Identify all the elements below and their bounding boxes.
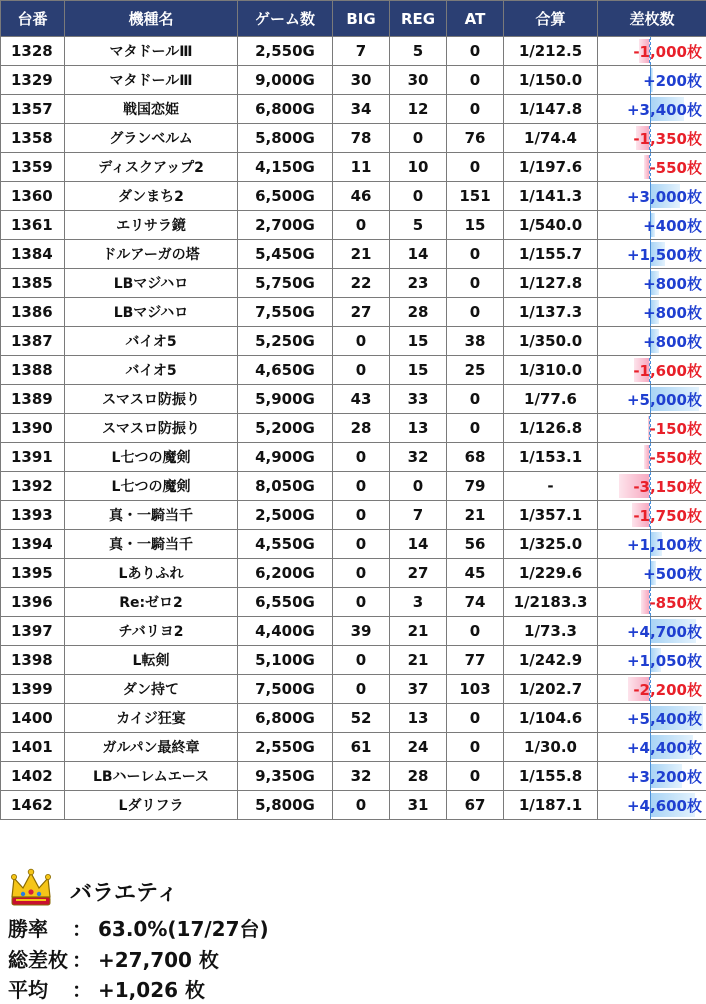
cell-diff xyxy=(598,617,706,646)
cell-model: Re:ゼロ2 xyxy=(65,588,238,617)
cell-reg: 31 xyxy=(390,791,447,820)
cell-unit: 1389 xyxy=(1,385,65,414)
diff-value: +400枚 xyxy=(643,217,702,235)
table-body xyxy=(1,37,706,820)
table-row xyxy=(1,240,706,269)
cell-reg: 12 xyxy=(390,95,447,124)
cell-model: マタドールⅢ xyxy=(65,66,238,95)
win-rate-separator: ： xyxy=(72,913,98,942)
cell-unit: 1329 xyxy=(1,66,65,95)
diff-value: +4,700枚 xyxy=(627,623,702,641)
cell-at: 0 xyxy=(447,269,504,298)
total-diff-value: +27,700 枚 xyxy=(98,948,219,972)
cell-at: 151 xyxy=(447,182,504,211)
cell-big: 0 xyxy=(333,472,390,501)
cell-unit: 1386 xyxy=(1,298,65,327)
summary-section xyxy=(0,858,706,1003)
cell-model: Lダリフラ xyxy=(65,791,238,820)
cell-unit: 1384 xyxy=(1,240,65,269)
cell-at: 0 xyxy=(447,66,504,95)
cell-unit: 1397 xyxy=(1,617,65,646)
cell-model: ダンまち2 xyxy=(65,182,238,211)
diff-value: +800枚 xyxy=(643,275,702,293)
average-separator: ： xyxy=(72,974,98,1003)
header-diff: 差枚数 xyxy=(598,1,706,37)
cell-at: 0 xyxy=(447,240,504,269)
cell-model: L七つの魔剣 xyxy=(65,472,238,501)
cell-unit: 1392 xyxy=(1,472,65,501)
cell-big: 43 xyxy=(333,385,390,414)
cell-at: 76 xyxy=(447,124,504,153)
cell-reg: 13 xyxy=(390,704,447,733)
diff-value: +500枚 xyxy=(643,565,702,583)
cell-model: カイジ狂宴 xyxy=(65,704,238,733)
diff-value: -550枚 xyxy=(649,159,702,177)
average-value: +1,026 枚 xyxy=(98,978,205,1002)
win-rate-label: 勝率 xyxy=(8,913,72,942)
cell-unit: 1390 xyxy=(1,414,65,443)
cell-combined: 1/197.6 xyxy=(504,153,598,182)
cell-big: 28 xyxy=(333,414,390,443)
cell-games: 6,550G xyxy=(238,588,333,617)
cell-games: 5,900G xyxy=(238,385,333,414)
cell-games: 9,000G xyxy=(238,66,333,95)
cell-unit: 1401 xyxy=(1,733,65,762)
cell-diff xyxy=(598,153,706,182)
header-games: ゲーム数 xyxy=(238,1,333,37)
cell-big: 21 xyxy=(333,240,390,269)
diff-value: -1,000枚 xyxy=(633,43,702,61)
cell-unit: 1393 xyxy=(1,501,65,530)
cell-at: 0 xyxy=(447,733,504,762)
cell-combined: 1/104.6 xyxy=(504,704,598,733)
table-row xyxy=(1,472,706,501)
cell-combined: 1/30.0 xyxy=(504,733,598,762)
header-at: AT xyxy=(447,1,504,37)
cell-games: 6,800G xyxy=(238,95,333,124)
cell-games: 6,200G xyxy=(238,559,333,588)
cell-reg: 37 xyxy=(390,675,447,704)
cell-at: 0 xyxy=(447,414,504,443)
table-row xyxy=(1,153,706,182)
cell-combined: 1/155.8 xyxy=(504,762,598,791)
table-row xyxy=(1,298,706,327)
diff-value: -1,600枚 xyxy=(633,362,702,380)
cell-big: 46 xyxy=(333,182,390,211)
cell-at: 0 xyxy=(447,704,504,733)
cell-games: 2,550G xyxy=(238,37,333,66)
cell-at: 0 xyxy=(447,37,504,66)
cell-diff xyxy=(598,66,706,95)
cell-at: 38 xyxy=(447,327,504,356)
header-row xyxy=(1,1,706,37)
table-row xyxy=(1,211,706,240)
cell-combined: 1/229.6 xyxy=(504,559,598,588)
cell-reg: 0 xyxy=(390,124,447,153)
cell-model: チバリヨ2 xyxy=(65,617,238,646)
table-row xyxy=(1,356,706,385)
total-diff-row xyxy=(8,944,219,974)
cell-unit: 1357 xyxy=(1,95,65,124)
cell-diff xyxy=(598,182,706,211)
cell-model: バイオ5 xyxy=(65,327,238,356)
cell-model: 戦国恋姫 xyxy=(65,95,238,124)
cell-unit: 1358 xyxy=(1,124,65,153)
cell-big: 32 xyxy=(333,762,390,791)
diff-value: +1,500枚 xyxy=(627,246,702,264)
cell-reg: 3 xyxy=(390,588,447,617)
table-row xyxy=(1,675,706,704)
cell-combined: 1/212.5 xyxy=(504,37,598,66)
cell-reg: 28 xyxy=(390,762,447,791)
total-diff-separator: ： xyxy=(72,944,98,973)
cell-games: 5,800G xyxy=(238,791,333,820)
cell-combined: 1/74.4 xyxy=(504,124,598,153)
cell-reg: 15 xyxy=(390,327,447,356)
table-row xyxy=(1,559,706,588)
diff-value: +1,050枚 xyxy=(627,652,702,670)
cell-combined: 1/155.7 xyxy=(504,240,598,269)
cell-big: 0 xyxy=(333,675,390,704)
cell-unit: 1398 xyxy=(1,646,65,675)
cell-combined: 1/147.8 xyxy=(504,95,598,124)
cell-reg: 0 xyxy=(390,182,447,211)
cell-diff xyxy=(598,385,706,414)
cell-model: マタドールⅢ xyxy=(65,37,238,66)
cell-combined: 1/357.1 xyxy=(504,501,598,530)
cell-big: 0 xyxy=(333,646,390,675)
cell-unit: 1400 xyxy=(1,704,65,733)
table-row xyxy=(1,443,706,472)
cell-games: 4,900G xyxy=(238,443,333,472)
diff-value: -550枚 xyxy=(649,449,702,467)
cell-reg: 32 xyxy=(390,443,447,472)
cell-diff xyxy=(598,443,706,472)
header-big: BIG xyxy=(333,1,390,37)
cell-at: 0 xyxy=(447,153,504,182)
cell-combined: 1/187.1 xyxy=(504,791,598,820)
diff-value: -2,200枚 xyxy=(633,681,702,699)
cell-diff xyxy=(598,414,706,443)
cell-at: 56 xyxy=(447,530,504,559)
cell-unit: 1360 xyxy=(1,182,65,211)
cell-at: 103 xyxy=(447,675,504,704)
cell-games: 9,350G xyxy=(238,762,333,791)
cell-reg: 14 xyxy=(390,240,447,269)
cell-big: 0 xyxy=(333,211,390,240)
diff-value: -850枚 xyxy=(649,594,702,612)
header-unit: 台番 xyxy=(1,1,65,37)
diff-value: +200枚 xyxy=(643,72,702,90)
cell-diff xyxy=(598,559,706,588)
cell-reg: 5 xyxy=(390,37,447,66)
table-row xyxy=(1,530,706,559)
cell-unit: 1359 xyxy=(1,153,65,182)
cell-reg: 28 xyxy=(390,298,447,327)
cell-reg: 13 xyxy=(390,414,447,443)
cell-diff xyxy=(598,733,706,762)
cell-reg: 21 xyxy=(390,617,447,646)
cell-model: スマスロ防振り xyxy=(65,414,238,443)
cell-at: 25 xyxy=(447,356,504,385)
cell-games: 4,650G xyxy=(238,356,333,385)
average-row xyxy=(8,974,205,1004)
header-combined: 合算 xyxy=(504,1,598,37)
table-row xyxy=(1,269,706,298)
cell-big: 11 xyxy=(333,153,390,182)
cell-big: 0 xyxy=(333,530,390,559)
cell-at: 0 xyxy=(447,95,504,124)
cell-games: 5,100G xyxy=(238,646,333,675)
diff-value: +4,600枚 xyxy=(627,797,702,815)
cell-combined: 1/126.8 xyxy=(504,414,598,443)
cell-model: ダン持て xyxy=(65,675,238,704)
diff-value: +5,000枚 xyxy=(627,391,702,409)
cell-games: 4,550G xyxy=(238,530,333,559)
cell-at: 77 xyxy=(447,646,504,675)
cell-reg: 21 xyxy=(390,646,447,675)
cell-model: LBハーレムエース xyxy=(65,762,238,791)
cell-at: 0 xyxy=(447,762,504,791)
cell-model: LBマジハロ xyxy=(65,298,238,327)
cell-big: 0 xyxy=(333,559,390,588)
cell-model: ドルアーガの塔 xyxy=(65,240,238,269)
cell-model: L七つの魔剣 xyxy=(65,443,238,472)
cell-combined: 1/137.3 xyxy=(504,298,598,327)
table-row xyxy=(1,182,706,211)
cell-games: 5,800G xyxy=(238,124,333,153)
cell-at: 21 xyxy=(447,501,504,530)
cell-model: バイオ5 xyxy=(65,356,238,385)
win-rate-value: 63.0%(17/27台) xyxy=(98,917,269,941)
table-row xyxy=(1,501,706,530)
cell-at: 15 xyxy=(447,211,504,240)
table-row xyxy=(1,124,706,153)
cell-combined: 1/2183.3 xyxy=(504,588,598,617)
cell-combined: 1/153.1 xyxy=(504,443,598,472)
cell-model: エリサラ鏡 xyxy=(65,211,238,240)
cell-unit: 1402 xyxy=(1,762,65,791)
table-row xyxy=(1,762,706,791)
cell-diff xyxy=(598,791,706,820)
cell-combined: 1/310.0 xyxy=(504,356,598,385)
diff-value: -150枚 xyxy=(649,420,702,438)
table-row xyxy=(1,646,706,675)
cell-reg: 27 xyxy=(390,559,447,588)
cell-big: 30 xyxy=(333,66,390,95)
cell-model: ガルパン最終章 xyxy=(65,733,238,762)
cell-reg: 24 xyxy=(390,733,447,762)
diff-value: +5,400枚 xyxy=(627,710,702,728)
cell-unit: 1462 xyxy=(1,791,65,820)
cell-games: 5,250G xyxy=(238,327,333,356)
cell-at: 0 xyxy=(447,617,504,646)
table-row xyxy=(1,327,706,356)
cell-games: 8,050G xyxy=(238,472,333,501)
diff-value: -3,150枚 xyxy=(633,478,702,496)
cell-model: Lありふれ xyxy=(65,559,238,588)
cell-combined: 1/202.7 xyxy=(504,675,598,704)
cell-games: 5,450G xyxy=(238,240,333,269)
diff-value: +1,100枚 xyxy=(627,536,702,554)
cell-games: 4,400G xyxy=(238,617,333,646)
cell-unit: 1387 xyxy=(1,327,65,356)
table-row xyxy=(1,95,706,124)
cell-big: 27 xyxy=(333,298,390,327)
cell-model: 真・一騎当千 xyxy=(65,530,238,559)
table-row xyxy=(1,617,706,646)
cell-model: スマスロ防振り xyxy=(65,385,238,414)
total-diff-label: 総差枚 xyxy=(8,944,72,973)
table-row xyxy=(1,66,706,95)
cell-diff xyxy=(598,472,706,501)
cell-diff xyxy=(598,646,706,675)
cell-big: 0 xyxy=(333,356,390,385)
cell-diff xyxy=(598,95,706,124)
cell-big: 0 xyxy=(333,327,390,356)
cell-unit: 1328 xyxy=(1,37,65,66)
cell-big: 0 xyxy=(333,791,390,820)
cell-games: 6,500G xyxy=(238,182,333,211)
cell-unit: 1396 xyxy=(1,588,65,617)
cell-at: 0 xyxy=(447,385,504,414)
cell-reg: 30 xyxy=(390,66,447,95)
cell-diff xyxy=(598,501,706,530)
table-row xyxy=(1,733,706,762)
cell-reg: 23 xyxy=(390,269,447,298)
cell-model: グランベルム xyxy=(65,124,238,153)
diff-value: +800枚 xyxy=(643,333,702,351)
cell-big: 78 xyxy=(333,124,390,153)
cell-unit: 1394 xyxy=(1,530,65,559)
header-reg: REG xyxy=(390,1,447,37)
cell-model: L転剣 xyxy=(65,646,238,675)
cell-games: 2,500G xyxy=(238,501,333,530)
cell-diff xyxy=(598,124,706,153)
diff-value: -1,350枚 xyxy=(633,130,702,148)
average-label: 平均 xyxy=(8,974,72,1003)
cell-diff xyxy=(598,269,706,298)
cell-combined: - xyxy=(504,472,598,501)
cell-reg: 10 xyxy=(390,153,447,182)
table-row xyxy=(1,385,706,414)
cell-combined: 1/141.3 xyxy=(504,182,598,211)
cell-at: 0 xyxy=(447,298,504,327)
diff-value: +3,200枚 xyxy=(627,768,702,786)
cell-combined: 1/540.0 xyxy=(504,211,598,240)
diff-value: +3,400枚 xyxy=(627,101,702,119)
win-rate-row xyxy=(8,913,269,943)
cell-big: 52 xyxy=(333,704,390,733)
cell-model: LBマジハロ xyxy=(65,269,238,298)
cell-diff xyxy=(598,37,706,66)
cell-reg: 14 xyxy=(390,530,447,559)
cell-games: 7,550G xyxy=(238,298,333,327)
cell-diff xyxy=(598,298,706,327)
cell-diff xyxy=(598,240,706,269)
diff-value: +3,000枚 xyxy=(627,188,702,206)
cell-reg: 0 xyxy=(390,472,447,501)
cell-at: 79 xyxy=(447,472,504,501)
table-row xyxy=(1,37,706,66)
cell-diff xyxy=(598,675,706,704)
cell-big: 22 xyxy=(333,269,390,298)
diff-value: +4,400枚 xyxy=(627,739,702,757)
cell-games: 6,800G xyxy=(238,704,333,733)
cell-diff xyxy=(598,327,706,356)
cell-unit: 1395 xyxy=(1,559,65,588)
cell-unit: 1385 xyxy=(1,269,65,298)
cell-unit: 1388 xyxy=(1,356,65,385)
table-row xyxy=(1,414,706,443)
cell-combined: 1/242.9 xyxy=(504,646,598,675)
cell-big: 0 xyxy=(333,501,390,530)
table-row xyxy=(1,791,706,820)
header-model: 機種名 xyxy=(65,1,238,37)
cell-at: 74 xyxy=(447,588,504,617)
cell-combined: 1/325.0 xyxy=(504,530,598,559)
crown-icon xyxy=(8,868,54,908)
cell-diff xyxy=(598,530,706,559)
diff-value: -1,750枚 xyxy=(633,507,702,525)
cell-diff xyxy=(598,762,706,791)
cell-games: 7,500G xyxy=(238,675,333,704)
cell-big: 34 xyxy=(333,95,390,124)
cell-model: 真・一騎当千 xyxy=(65,501,238,530)
cell-at: 67 xyxy=(447,791,504,820)
cell-games: 2,550G xyxy=(238,733,333,762)
cell-combined: 1/77.6 xyxy=(504,385,598,414)
cell-big: 39 xyxy=(333,617,390,646)
cell-games: 4,150G xyxy=(238,153,333,182)
cell-games: 2,700G xyxy=(238,211,333,240)
cell-reg: 7 xyxy=(390,501,447,530)
cell-unit: 1361 xyxy=(1,211,65,240)
cell-at: 45 xyxy=(447,559,504,588)
cell-big: 61 xyxy=(333,733,390,762)
cell-unit: 1391 xyxy=(1,443,65,472)
cell-reg: 33 xyxy=(390,385,447,414)
cell-at: 68 xyxy=(447,443,504,472)
cell-combined: 1/73.3 xyxy=(504,617,598,646)
cell-reg: 15 xyxy=(390,356,447,385)
diff-value: +800枚 xyxy=(643,304,702,322)
summary-title: バラエティ xyxy=(70,876,178,907)
cell-combined: 1/127.8 xyxy=(504,269,598,298)
cell-model: ディスクアップ2 xyxy=(65,153,238,182)
table-row xyxy=(1,704,706,733)
cell-reg: 5 xyxy=(390,211,447,240)
cell-diff xyxy=(598,211,706,240)
cell-games: 5,200G xyxy=(238,414,333,443)
cell-unit: 1399 xyxy=(1,675,65,704)
cell-big: 0 xyxy=(333,443,390,472)
cell-games: 5,750G xyxy=(238,269,333,298)
cell-diff xyxy=(598,704,706,733)
cell-big: 0 xyxy=(333,588,390,617)
cell-big: 7 xyxy=(333,37,390,66)
table-row xyxy=(1,588,706,617)
cell-combined: 1/150.0 xyxy=(504,66,598,95)
cell-combined: 1/350.0 xyxy=(504,327,598,356)
cell-diff xyxy=(598,588,706,617)
cell-diff xyxy=(598,356,706,385)
